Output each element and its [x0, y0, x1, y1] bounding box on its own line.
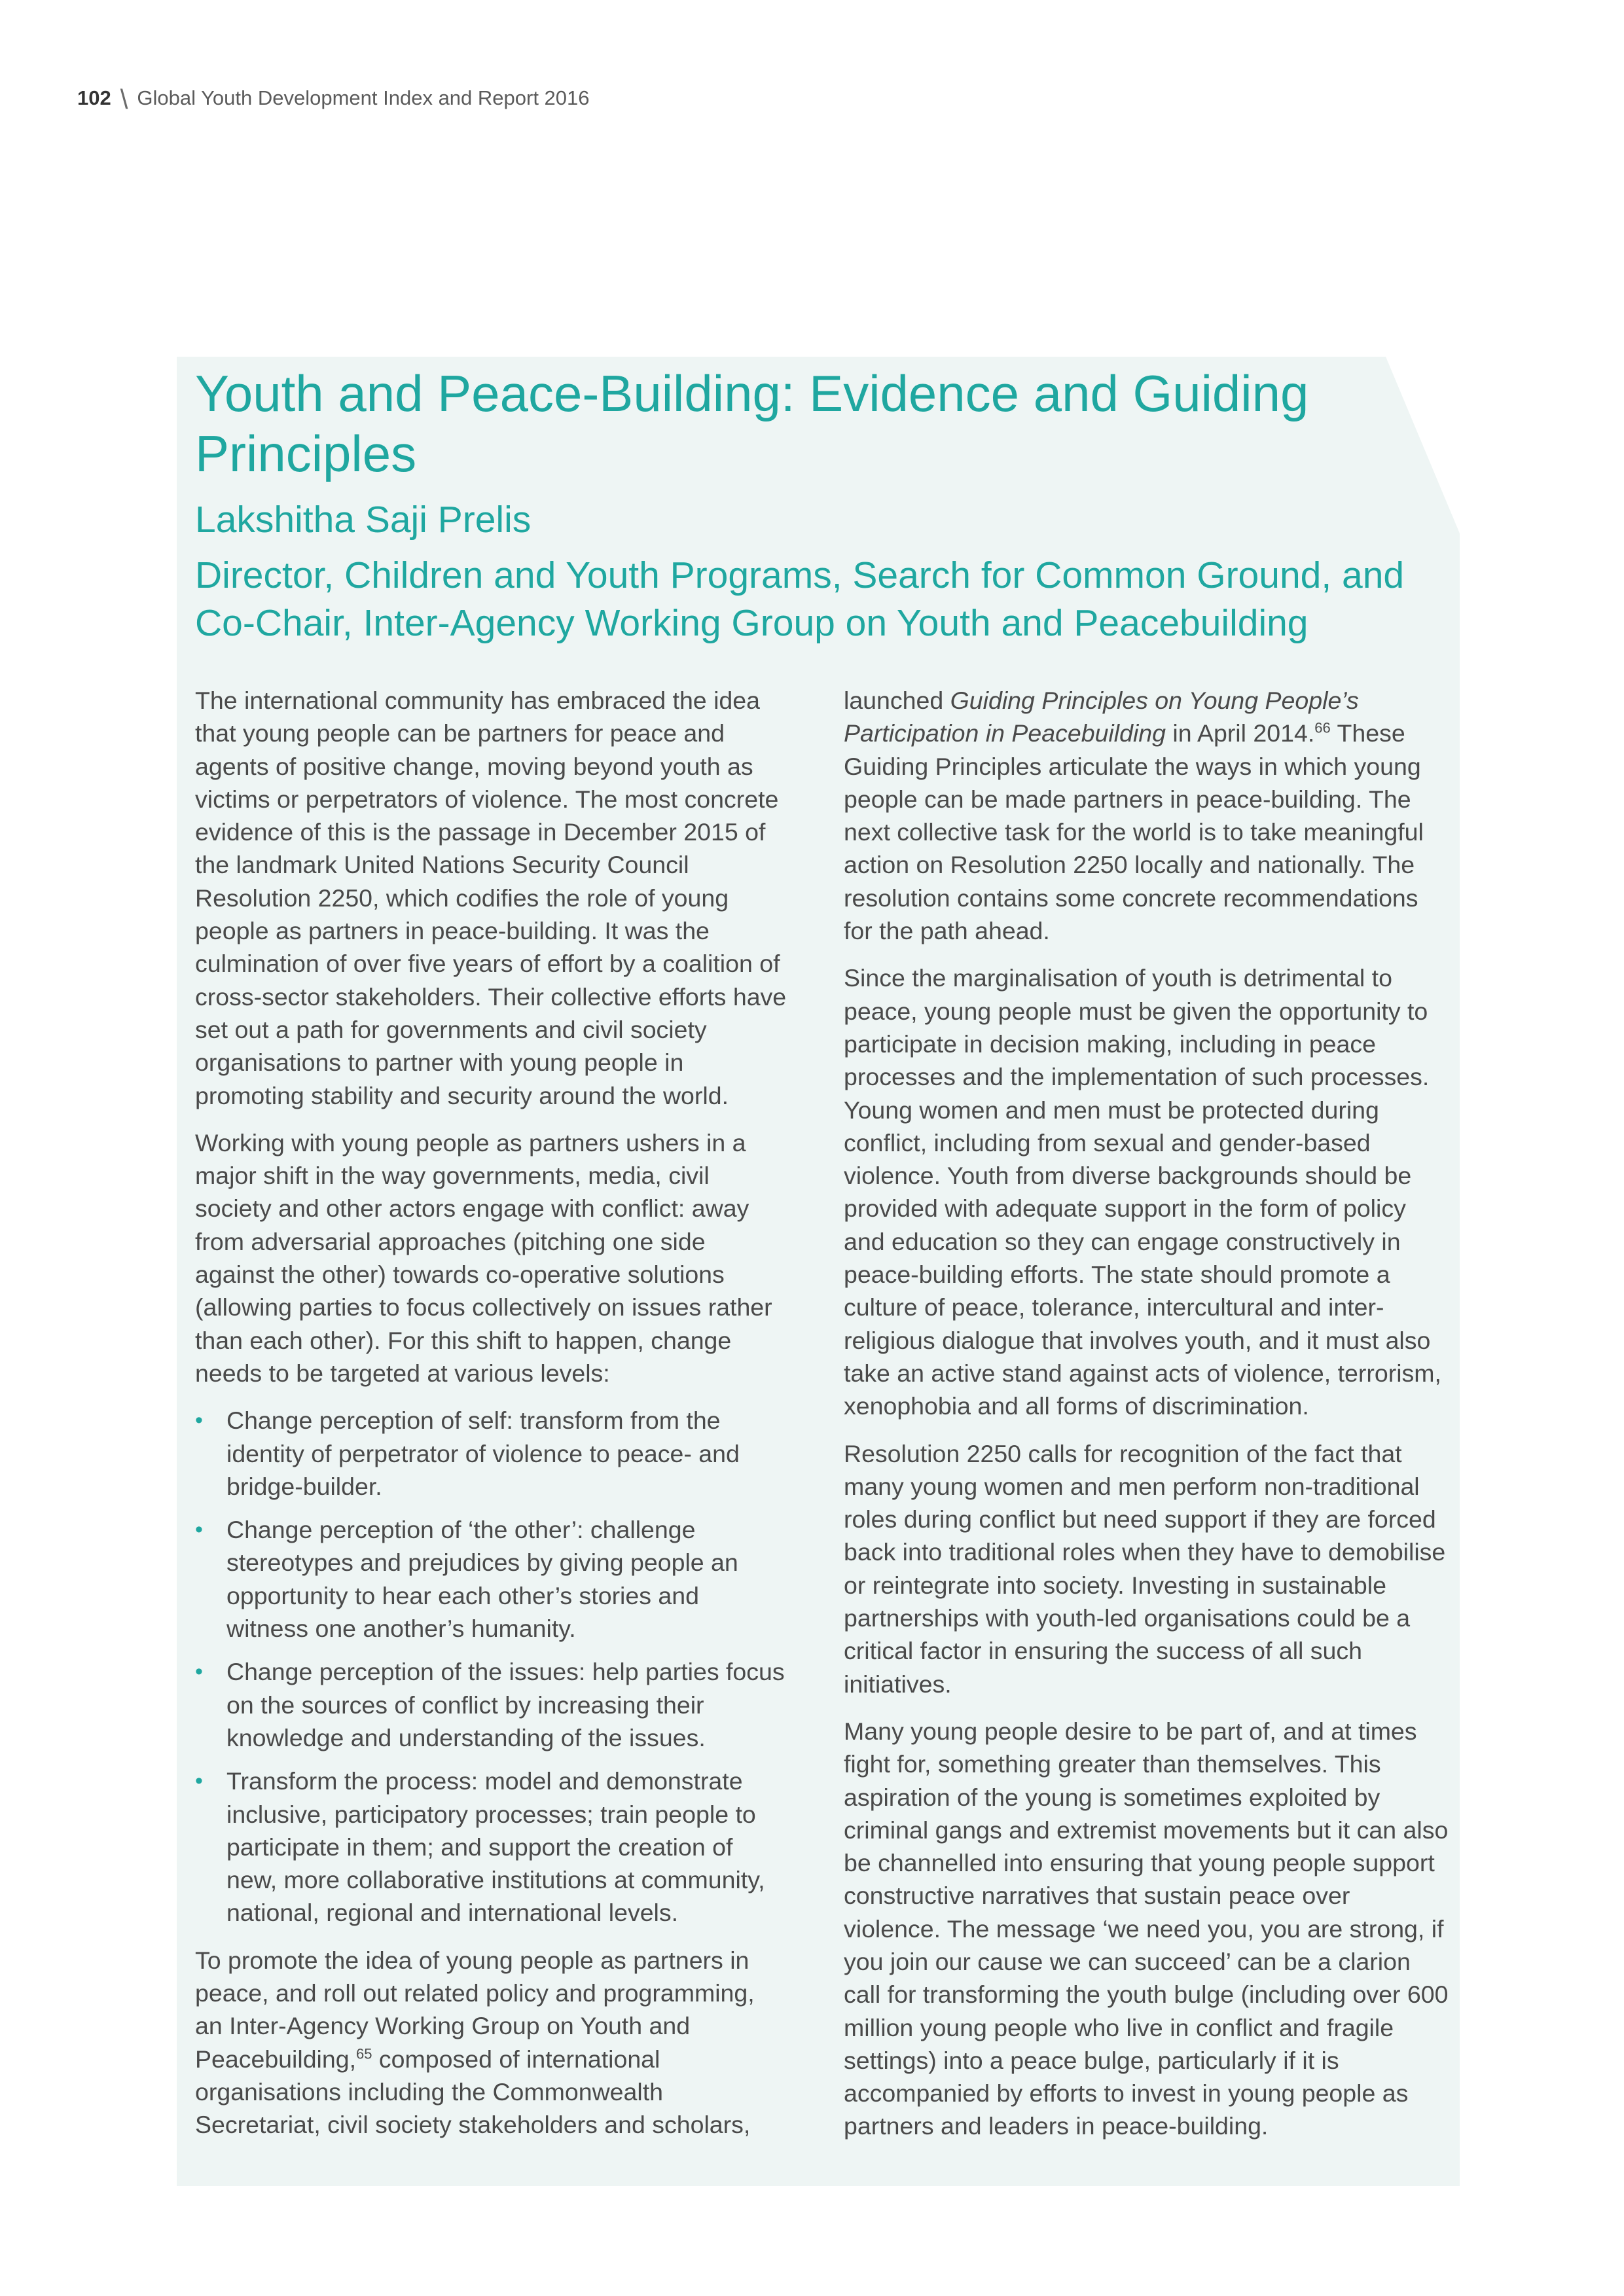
bullet-icon: • — [195, 1768, 203, 1794]
bullet-icon: • — [195, 1408, 203, 1433]
paragraph-text: launched — [844, 687, 950, 714]
list-item-text: Change perception of self: transform from the identity of perpetrator of violence to peace- and bridge-builder. — [226, 1407, 740, 1500]
article-heading-block — [195, 363, 1458, 647]
list-item — [195, 1513, 787, 1645]
paragraph: Resolution 2250 calls for recognition of the fact that many young women and men perform non-traditional roles during conflict but need support if they are forced back into traditional roles when they have to demobilise or reintegrate into society. Investing in sustainable partnerships with youth-led organisations could be a critical factor in ensuring the success of all such initiatives. — [844, 1439, 1446, 1698]
paragraph-text: composed of international organisations including the Commonwealth Secretariat, civil society stakeholders and scholars, — [195, 2045, 751, 2139]
levels-of-change-list — [195, 1404, 787, 1929]
paragraph-text: in April 2014. — [1166, 719, 1315, 747]
paragraph: Many young people desire to be part of, and at times fight for, something greater than themselves. This aspiration of the young is sometimes exploited by criminal gangs and extremist movements but it can also be channelled into ensuring that young people support constructive narratives that sustain peace over violence. The message ‘we need you, you are strong, if you join our cause we can succeed’ can be a clarion call for transforming the youth bulge (including over 600 million young people who live in conflict and fragile settings) into a peace bulge, particularly if it is accompanied by efforts to invest in young people as partners and leaders in peace-building. — [844, 1717, 1449, 2140]
paragraph — [844, 684, 1453, 947]
running-header — [77, 84, 590, 115]
footnote-ref-65: 65 — [356, 2045, 372, 2062]
list-item — [195, 1404, 787, 1503]
paragraph-text: These Guiding Principles articulate the ways in which young people can be made partners in peace-building. The next collective task for the world is to take meaningful action on Resolution 2250 locally and nationally. The resolution contains some concrete recommendations for the path ahead. — [844, 719, 1424, 945]
page-number: 102 — [77, 86, 111, 109]
paragraph: Working with young people as partners ushers in a major shift in the way governments, media, civil society and other actors engage with conflict: away from adversarial approaches (pitching one side against the other) towards co-operative solutions (allowing parties to focus collectively on issues rather than each other). For this shift to happen, change needs to be targeted at various levels: — [195, 1128, 772, 1387]
publication-reference: Guiding Principles on Young People’s Participation in Peacebuilding — [844, 687, 1359, 747]
list-item-text: Change perception of ‘the other’: challenge stereotypes and prejudices by giving people an opportunity to hear each other’s stories and witness one another’s humanity. — [226, 1516, 738, 1643]
author-role: Director, Children and Youth Programs, Search for Common Ground, and Co-Chair, Inter-Agency Working Group on Youth and Peacebuilding — [195, 554, 1405, 644]
article-title: Youth and Peace-Building: Evidence and Guiding Principles — [195, 365, 1309, 482]
list-item — [195, 1655, 787, 1754]
list-item-text: Transform the process: model and demonstrate inclusive, participatory processes; train people to participate in them; and support the creation of new, more collaborative institutions at community, national, regional and international levels. — [226, 1767, 765, 1927]
bullet-icon: • — [195, 1659, 203, 1685]
left-column — [195, 684, 787, 2155]
paragraph — [195, 1944, 787, 2142]
bullet-icon: • — [195, 1517, 203, 1543]
paragraph: Since the marginalisation of youth is detrimental to peace, young people must be given the opportunity to participate in decision making, including in peace processes and the implementation of such processes. Young women and men must be protected during conflict, including from sexual and gender-based violence. Youth from diverse backgrounds should be provided with adequate support in the form of policy and education so they can engage constructively in peace-building efforts. The state should promote a culture of peace, tolerance, intercultural and inter-religious dialogue that involves youth, and it must also take an active stand against acts of violence, terrorism, xenophobia and all forms of discrimination. — [844, 964, 1441, 1420]
header-separator: \ — [120, 84, 128, 115]
author-name: Lakshitha Saji Prelis — [195, 499, 532, 541]
paragraph-text: To promote the idea of young people as partners in peace, and roll out related policy and programming, an Inter-Agency Working Group on Youth and Peacebuilding, — [195, 1946, 755, 2073]
footnote-ref-66: 66 — [1314, 719, 1331, 736]
right-column — [844, 684, 1453, 2157]
list-item — [195, 1765, 787, 1929]
paragraph: The international community has embraced the idea that young people can be partners for peace and agents of positive change, moving beyond youth as victims or perpetrators of violence. The most concrete evidence of this is the passage in December 2015 of the landmark United Nations Security Council Resolution 2250, which codifies the role of young people as partners in peace-building. It was the culmination of over five years of effort by a coalition of cross-sector stakeholders. Their collective efforts have set out a path for governments and civil society organisations to partner with young people in promoting stability and security around the world. — [195, 687, 787, 1109]
list-item-text: Change perception of the issues: help parties focus on the sources of conflict by increasing their knowledge and understanding of the issues. — [226, 1658, 785, 1751]
publication-title: Global Youth Development Index and Report 2016 — [137, 86, 590, 109]
